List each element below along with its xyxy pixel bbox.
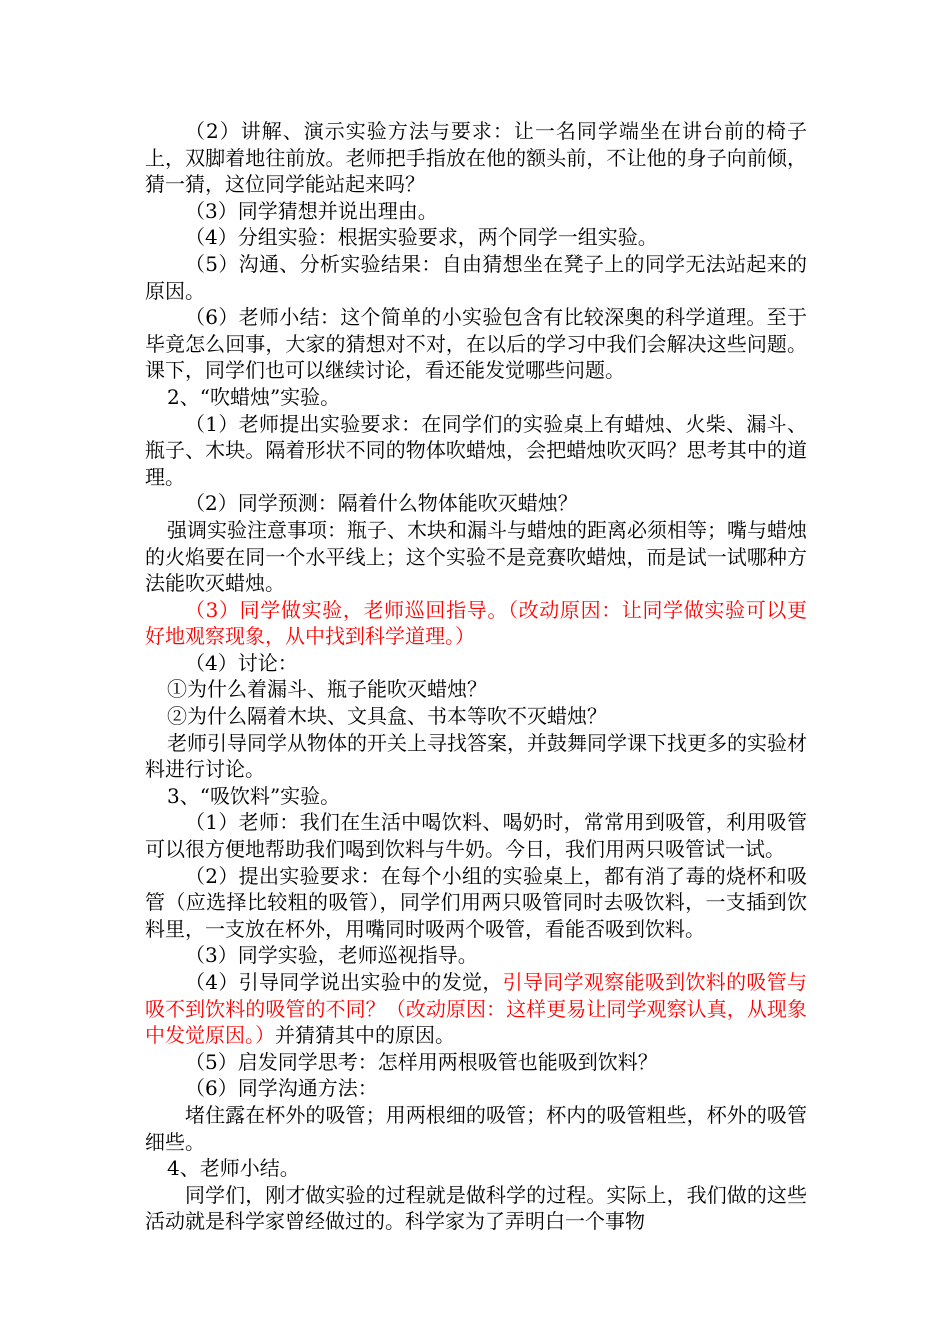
text-segment: （3）同学猜想并说出理由。 [185,198,438,223]
highlighted-text: 引导同学观察能吸到饮料的吸管与吸不到饮料的吸管的不同？（改动原因：这样更易让同学观察认真，从现象中发觉原因。） [145,970,807,1048]
text-segment: （1）老师提出实验要求：在同学们的实验桌上有蜡烛、火柴、漏斗、瓶子、木块。隔着形状不同的物体吹蜡烛，会把蜡烛吹灭吗？思考其中的道理。 [145,411,807,489]
paragraph [145,118,807,198]
paragraph [145,1102,807,1155]
paragraph [145,411,807,491]
text-segment: 老师引导同学从物体的开关上寻找答案，并鼓舞同学课下找更多的实验材料进行讨论。 [145,730,807,782]
paragraph [145,1182,807,1235]
text-segment: （4）讨论： [185,650,298,675]
text-segment: 2、“吹蜡烛”实验。 [167,384,341,409]
text-segment: ①为什么着漏斗、瓶子能吹灭蜡烛？ [167,677,487,702]
paragraph [145,304,807,384]
document-page [145,118,807,1235]
paragraph [145,809,807,862]
text-segment: 强调实验注意事项：瓶子、木块和漏斗与蜡烛的距离必须相等；嘴与蜡烛的火焰要在同一个水平线上；这个实验不是竞赛吹蜡烛，而是试一试哪种方法能吹灭蜡烛。 [145,517,807,596]
text-segment: （2）同学预测：隔着什么物体能吹灭蜡烛？ [185,491,578,516]
paragraph [145,863,807,943]
paragraph [145,969,807,1049]
paragraph [145,783,807,810]
text-segment: （5）沟通、分析实验结果：自由猜想坐在凳子上的同学无法站起来的原因。 [145,251,807,303]
paragraph [145,1155,807,1182]
text-segment: 堵住露在杯外的吸管；用两根细的吸管；杯内的吸管粗些，杯外的吸管细些。 [145,1102,807,1154]
paragraph [145,942,807,969]
text-segment: （2）提出实验要求：在每个小组的实验桌上，都有消了毒的烧杯和吸管（应选择比较粗的吸管），同学们用两只吸管同时去吸饮料，一支插到饮料里，一支放在杯外，用嘴同时吸两个吸管，看能否吸到饮料。 [145,863,807,941]
text-segment: 同学们，刚才做实验的过程就是做科学的过程。实际上，我们做的这些活动就是科学家曾经做过的。科学家为了弄明白一个事物 [145,1182,807,1234]
text-segment: 并猜猜其中的原因。 [275,1023,455,1048]
highlighted-text: （3）同学做实验，老师巡回指导。（改动原因：让同学做实验可以更好地观察现象，从中找到科学道理。） [145,597,807,649]
text-segment: （6）老师小结：这个简单的小实验包含有比较深奥的科学道理。至于毕竟怎么回事，大家的猜想对不对，在以后的学习中我们会解决这些问题。课下，同学们也可以继续讨论，看还能发觉哪些问题。 [145,305,807,383]
text-segment: 3、“吸饮料”实验。 [167,783,341,808]
paragraph [145,517,807,597]
paragraph [145,1075,807,1102]
paragraph [145,597,807,650]
paragraph [145,1049,807,1076]
paragraph [145,224,807,251]
paragraph [145,490,807,517]
text-segment: （1）老师：我们在生活中喝饮料、喝奶时，常常用到吸管，利用吸管可以很方便地帮助我们喝到饮料与牛奶。今日，我们用两只吸管试一试。 [145,810,807,862]
paragraph [145,650,807,677]
paragraph [145,251,807,304]
paragraph [145,730,807,783]
text-segment: （5）启发同学思考：怎样用两根吸管也能吸到饮料？ [185,1049,658,1074]
text-segment: ②为什么隔着木块、文具盒、书本等吹不灭蜡烛？ [167,704,607,729]
text-segment: （4）引导同学说出实验中的发觉， [185,970,503,994]
paragraph [145,676,807,703]
text-segment: （3）同学实验，老师巡视指导。 [185,943,478,968]
paragraph [145,703,807,730]
text-segment: （4）分组实验：根据实验要求，两个同学一组实验。 [185,225,658,250]
text-segment: （6）同学沟通方法： [185,1076,378,1101]
text-segment: （2）讲解、演示实验方法与要求：让一名同学端坐在讲台前的椅子上，双脚着地往前放。老师把手指放在他的额头前，不让他的身子向前倾，猜一猜，这位同学能站起来吗？ [145,119,807,197]
paragraph [145,384,807,411]
text-segment: 4、老师小结。 [167,1156,300,1181]
paragraph [145,198,807,225]
